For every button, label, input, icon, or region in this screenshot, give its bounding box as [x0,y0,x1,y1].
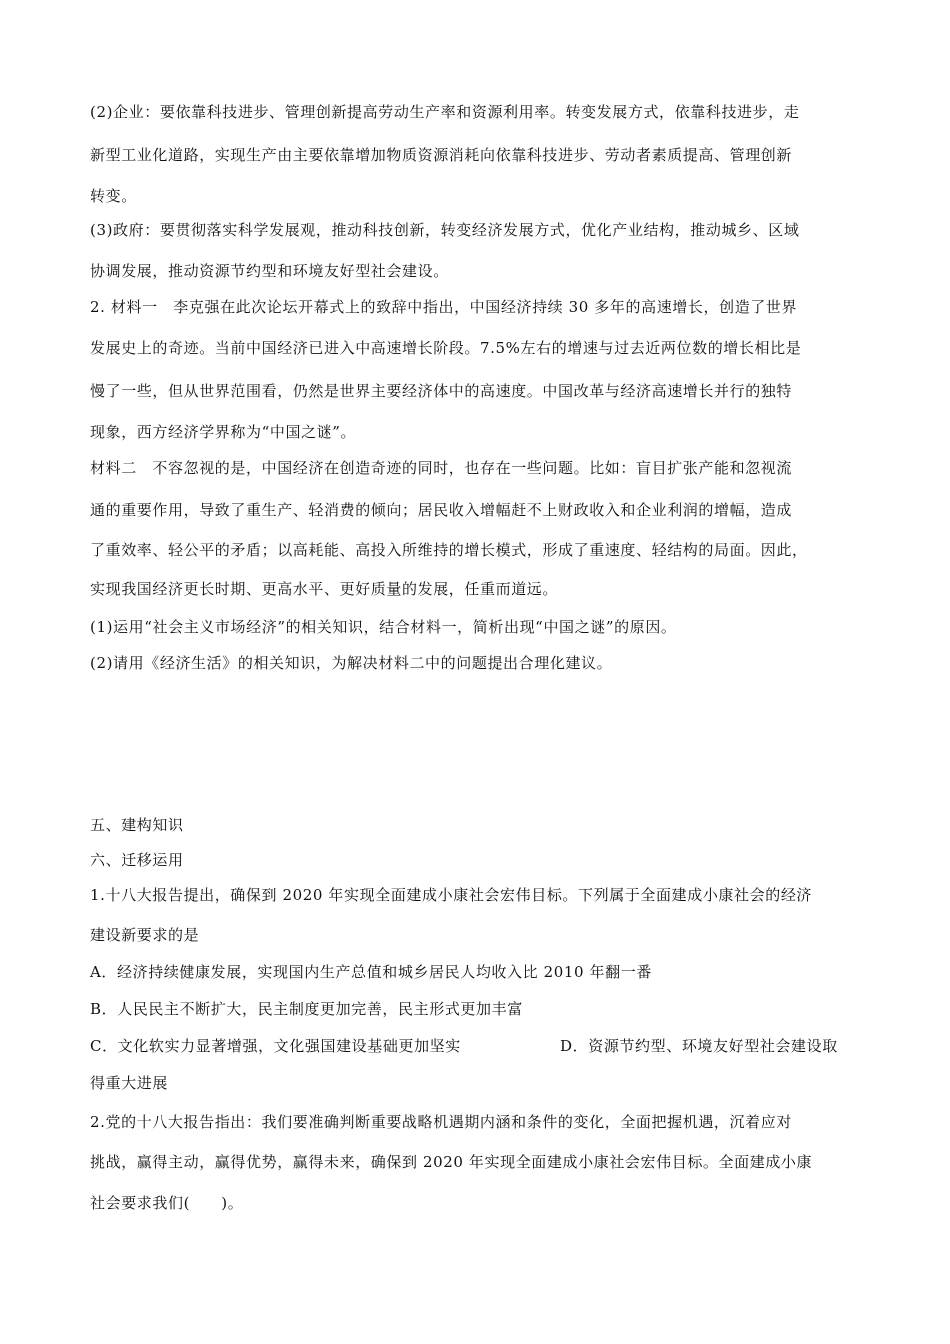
q2-subquestion-1: (1)运用“社会主义市场经济”的相关知识，结合材料一，简析出现“中国之谜”的原因。 [90,618,677,636]
section6-title: 六、迁移运用 [90,851,184,869]
q2-material1-line-3: 慢了一些，但从世界范围看，仍然是世界主要经济体中的高速度。中国改革与经济高速增长并行的独特 [90,382,793,400]
mc2-stem-line-3: 社会要求我们( )。 [90,1194,244,1212]
section5-title: 五、建构知识 [90,816,184,834]
mc1-stem-line-2: 建设新要求的是 [90,926,200,944]
answer-government-line-2: 协调发展，推动资源节约型和环境友好型社会建设。 [90,262,449,280]
q2-material1-line-2: 发展史上的奇迹。当前中国经济已进入中高速增长阶段。7.5%左右的增速与过去近两位数的增长相比是 [90,339,802,357]
answer-enterprise-line-2: 新型工业化道路，实现生产由主要依靠增加物质资源消耗向依靠科技进步、劳动者素质提高、管理创新 [90,146,793,164]
answer-government-line-1: (3)政府：要贯彻落实科学发展观，推动科技创新，转变经济发展方式，优化产业结构，推动城乡、区域 [90,221,800,239]
mc1-option-a: A．经济持续健康发展，实现国内生产总值和城乡居民人均收入比 2010 年翻一番 [90,963,652,981]
mc1-stem-line-1: 1.十八大报告提出，确保到 2020 年实现全面建成小康社会宏伟目标。下列属于全面建成小康社会的经济 [90,886,813,904]
mc1-option-c: C．文化软实力显著增强，文化强国建设基础更加坚实 [90,1037,461,1055]
q2-material2-line-3: 了重效率、轻公平的矛盾；以高耗能、高投入所维持的增长模式，形成了重速度、轻结构的局面。因此， [90,541,808,559]
q2-material1-line-1: 2. 材料一 李克强在此次论坛开幕式上的致辞中指出，中国经济持续 30 多年的高速增长，创造了世界 [90,298,798,316]
q2-material2-line-4: 实现我国经济更长时期、更高水平、更好质量的发展，任重而道远。 [90,580,559,598]
answer-enterprise-line-1: (2)企业：要依靠科技进步、管理创新提高劳动生产率和资源利用率。转变发展方式，依靠科技进步，走 [90,103,800,121]
q2-material2-line-2: 通的重要作用，导致了重生产、轻消费的倾向；居民收入增幅赶不上财政收入和企业利润的增幅，造成 [90,501,793,519]
mc1-option-b: B．人民民主不断扩大，民主制度更加完善，民主形式更加丰富 [90,1000,523,1018]
answer-enterprise-line-3: 转变。 [90,187,137,205]
q2-subquestion-2: (2)请用《经济生活》的相关知识，为解决材料二中的问题提出合理化建议。 [90,654,613,672]
mc2-stem-line-2: 挑战，赢得主动，赢得优势，赢得未来，确保到 2020 年实现全面建成小康社会宏伟目标。全面建成小康 [90,1153,813,1171]
q2-material1-line-4: 现象，西方经济学界称为“中国之谜”。 [90,423,357,441]
mc1-option-d-line-2: 得重大进展 [90,1074,169,1092]
mc1-option-d-line-1: D．资源节约型、环境友好型社会建设取 [560,1037,838,1055]
mc2-stem-line-1: 2.党的十八大报告指出：我们要准确判断重要战略机遇期内涵和条件的变化，全面把握机遇，沉着应对 [90,1113,792,1131]
q2-material2-line-1: 材料二 不容忽视的是，中国经济在创造奇迹的同时，也存在一些问题。比如：盲目扩张产能和忽视流 [90,459,793,477]
